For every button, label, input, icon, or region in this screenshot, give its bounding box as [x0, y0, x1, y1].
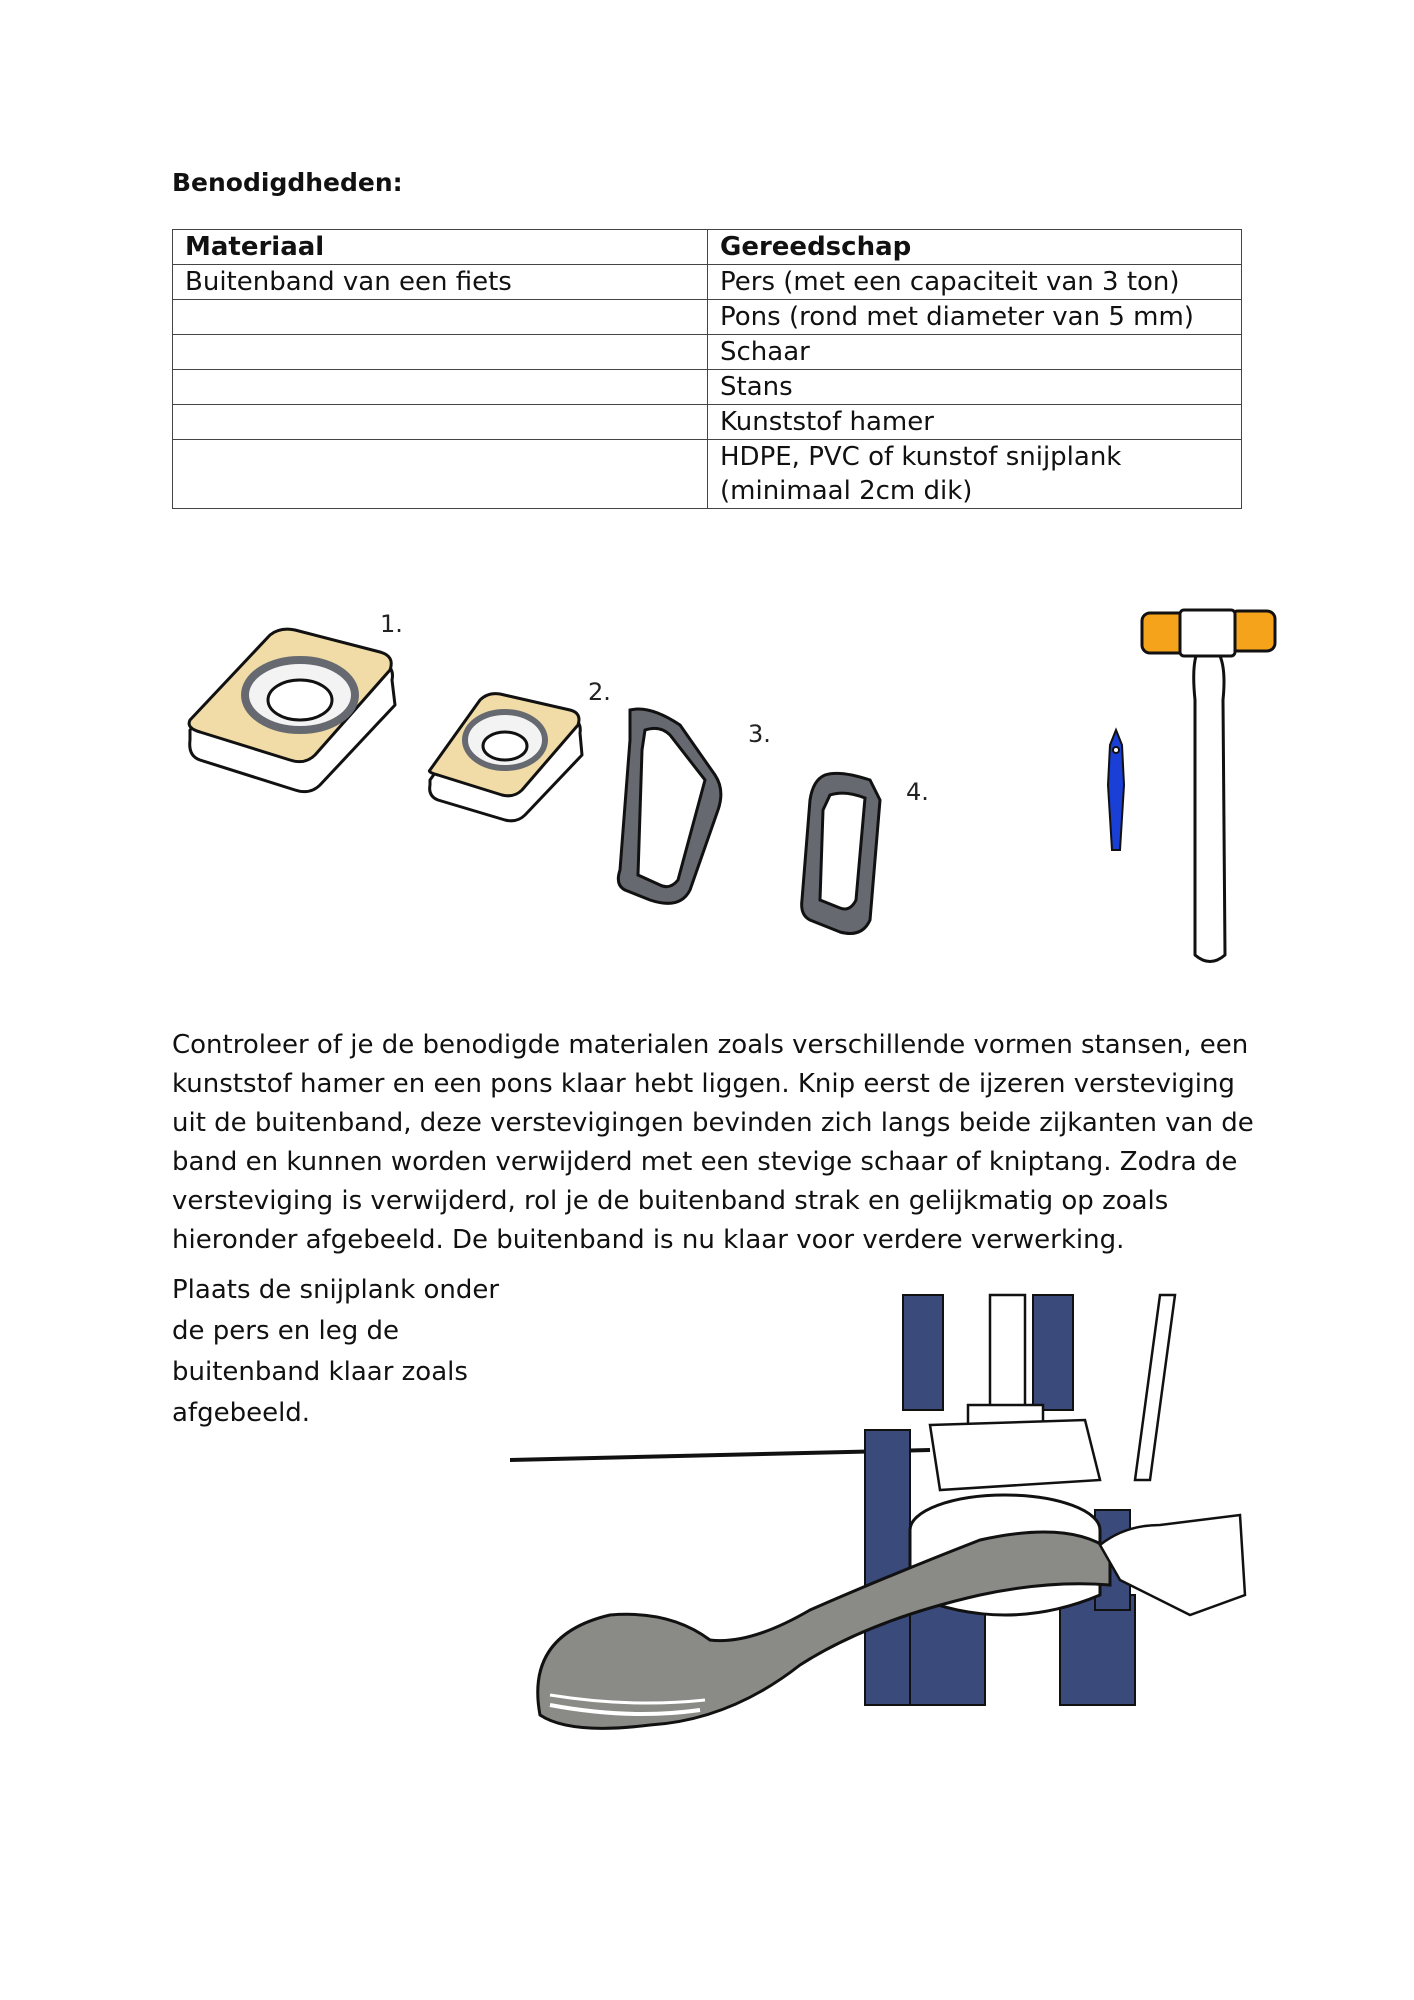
- instruction-paragraph-2: Plaats de snijplank onder de pers en leg de buitenband klaar zoals afgebeeld.: [172, 1275, 500, 1428]
- plastic-hammer: [1142, 610, 1275, 962]
- rolled-tire: [538, 1532, 1110, 1728]
- table-row: [173, 370, 1242, 405]
- column-header-gereedschap: Gereedschap: [708, 230, 1242, 265]
- oval-cutting-die-large: [618, 709, 721, 903]
- table-row: [173, 440, 1242, 509]
- figure-label-2: 2.: [588, 678, 611, 706]
- table-cell: [173, 405, 708, 440]
- table-cell: [173, 440, 708, 509]
- hole-punch-tool: [1108, 730, 1124, 850]
- table-cell: HDPE, PVC of kunstof snijplank (minimaal 2cm dik): [708, 440, 1242, 509]
- table-header-row: [173, 230, 1242, 265]
- page-heading: Benodigdheden:: [172, 168, 403, 197]
- square-die-small: [429, 694, 582, 821]
- figure-label-4: 4.: [906, 778, 929, 806]
- table-row: [173, 300, 1242, 335]
- tools-illustration: [180, 600, 1280, 980]
- table-cell: Kunststof hamer: [708, 405, 1242, 440]
- table-cell: [173, 300, 708, 335]
- table-cell: Pers (met een capaciteit van 3 ton): [708, 265, 1242, 300]
- table-row: [173, 265, 1242, 300]
- table-cell: [173, 335, 708, 370]
- square-die-large: [189, 629, 395, 791]
- instruction-paragraph-1: Controleer of je de benodigde materialen zoals verschillende vormen stansen, een kunststof hamer en een pons klaar hebt liggen. Knip eerst de ijzeren versteviging uit de buitenband, deze verstevigingen bevinden zich langs beide zijkanten van de band en kunnen worden verwijderd met een stevige schaar of kniptang. Zodra de versteviging is verwijderd, rol je de buitenband strak en gelijkmatig op zoals hieronder afgebeeld. De buitenband is nu klaar voor verdere verwerking.: [172, 1030, 1254, 1255]
- table-cell: [173, 370, 708, 405]
- table-row: [173, 405, 1242, 440]
- column-header-materiaal: Materiaal: [173, 230, 708, 265]
- figure-label-1: 1.: [380, 610, 403, 638]
- oval-cutting-die-small: [802, 773, 880, 933]
- press-illustration: [510, 1295, 1250, 1775]
- table-cell: Schaar: [708, 335, 1242, 370]
- table-cell: Pons (rond met diameter van 5 mm): [708, 300, 1242, 335]
- table-row: [173, 335, 1242, 370]
- table-cell: Stans: [708, 370, 1242, 405]
- requirements-table: [172, 229, 1242, 509]
- table-cell: Buitenband van een fiets: [173, 265, 708, 300]
- figure-label-3: 3.: [748, 720, 771, 748]
